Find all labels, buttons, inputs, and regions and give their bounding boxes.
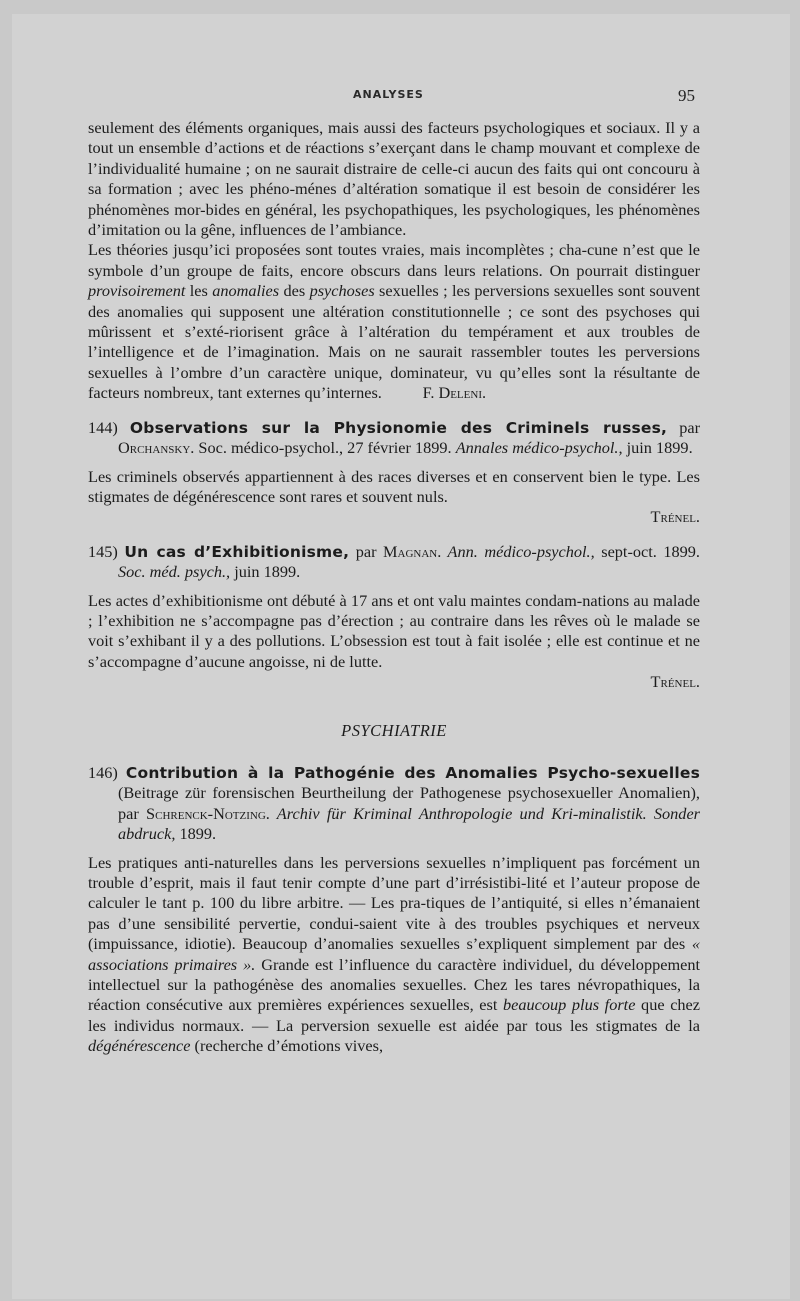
text-run: (recherche d’émotions vives, — [190, 1036, 384, 1056]
entry-author: Schrenck-Notzing. — [146, 803, 270, 823]
entry-number: 144) — [88, 417, 118, 437]
text-run: Grande est l’influence du caractère individuel, du développement intellectuel sur la pathogénèse des anomalies sexuelles. Chez les tares névropathiques, la réaction consécutive aux premières expériences sexuelles, est — [88, 954, 701, 1015]
italic-run: dégénérescence — [88, 1036, 191, 1056]
entry-number: 146) — [88, 762, 118, 782]
text-run: sexuelles ; les perversions sexuelles sont souvent des anomalies qui supposent une altération constitutionnelle ; ce sont des psychoses qui mûrissent et s’exté-riorisent grâce à l’altération du tempérament et aux troubles de l’intelligence et de l’imagination. Mais on ne saurait rassembler toutes les perversions sexuelles à l’ombre d’un caractère unique, dominateur, vu qu’elles sont la résultante de facteurs nombreux, tant externes qu’internes. — [88, 281, 701, 403]
italic-run: psychoses — [309, 281, 375, 301]
entry-146-text — [88, 853, 700, 1057]
entry-journal-2: Soc. méd. psych., — [118, 562, 231, 582]
text-run: des — [279, 281, 310, 301]
entry-subtitle: (Beitrage zür forensischen Beurtheilung der Pathogenese psychosexueller Anomalien), par — [118, 783, 700, 823]
italic-run: anomalies — [212, 281, 280, 301]
running-title: ANALYSES — [353, 88, 424, 101]
entry-145-text: Les actes d’exhibitionisme ont débuté à 17 ans et ont valu maintes condam-nations au malade ; l’exhibition ne s’accompagne pas d’érection ; au contraire dans les rêves où le malade se voit s’exhibant il y a des pollutions. L’obsession est tout à fait isolée ; elle est continue et ne s’accompagne d’aucune angoisse, ni de lutte. — [88, 590, 700, 671]
intro-paragraph-1: seulement des éléments organiques, mais aussi des facteurs psychologiques et sociaux. Il y a tout un ensemble d’actions et de réactions s’exerçant dans le champ mouvant et complexe de l’individualité humaine ; on ne saurait distraire de celle-ci aucun des faits qui ont concouru à sa formation ; avec les phéno-ménes d’altération somatique il est besoin de considérer les phénomènes mor-bides en général, les psychopathiques, les psychologiques, les phénomènes d’imitation ou la gêne, influences de l’ambiance. — [88, 118, 700, 240]
text-run: par — [667, 417, 701, 437]
signature-trenel-145: Trénel. — [650, 672, 700, 692]
entry-title: Contribution à la Pathogénie des Anomalies Psycho-sexuelles — [125, 763, 700, 782]
entry-date: 1899. — [175, 824, 217, 844]
text-run: Les pratiques anti-naturelles dans les perversions sexuelles n’impliquent pas forcément un trouble d’esprit, mais il faut tenir compte d’une part d’irrésistibi-lité et l’auteur propose de calculer le tant p. 100 du libre arbitre. — Les pra-tiques de l’antiquité, si elles n’émanaient pas d’une sensibilité pervertie, condui-saient vite à des troubles psychiques et nerveux (impuissance, idiotie). Beaucoup d’anomalies sexuelles s’expliquent simplement par des — [88, 852, 700, 954]
section-title: PSYCHIATRIE — [341, 720, 447, 740]
entry-number: 145) — [88, 541, 118, 561]
text-run: les — [185, 281, 213, 301]
entry-date: sept-oct. 1899. — [594, 541, 700, 561]
entry-145 — [88, 542, 700, 583]
entry-author: Magnan. — [383, 541, 442, 561]
entry-146 — [88, 763, 700, 845]
entry-reference: Soc. médico-psychol., 27 février 1899. — [194, 438, 456, 458]
entry-144-text: Les criminels observés appartiennent à des races diverses et en conservent bien le type. Les stigmates de dégénérescence sont rares et souvent nuls. — [88, 466, 700, 506]
entry-title: Observations sur la Physionomie des Criminels russes, — [129, 418, 668, 437]
text-run: par — [349, 541, 384, 561]
article-body — [88, 118, 700, 1057]
entry-144 — [88, 418, 700, 459]
entry-journal: Archiv für Kriminal Anthropologie und Kri-minalistik. Sonder abdruck, — [118, 803, 701, 844]
entry-author: Orchansky. — [118, 438, 195, 458]
text-run: Les théories jusqu’ici proposées sont toutes vraies, mais incomplètes ; cha-cune n’est que le symbole d’un groupe de faits, encore obscurs dans leurs relations. On pourrait distinguer — [88, 240, 700, 280]
entry-journal: Annales médico-psychol., — [455, 438, 623, 458]
intro-paragraph-2 — [88, 240, 700, 403]
signature-trenel-144: Trénel. — [650, 507, 700, 527]
entry-title: Un cas d’Exhibitionisme, — [124, 542, 350, 561]
text-run: que chez les individus normaux. — La perversion sexuelle est aidée par tous les stigmates de la — [88, 995, 701, 1035]
entry-journal: Ann. médico-psychol., — [441, 541, 595, 561]
italic-run: provisoirement — [88, 281, 186, 301]
page-number: 95 — [678, 86, 695, 105]
italic-run: « associations primaires ». — [88, 934, 700, 974]
page-header — [0, 86, 800, 110]
italic-run: beaucoup plus forte — [503, 995, 636, 1015]
entry-date: juin 1899. — [622, 438, 693, 458]
entry-date-2: juin 1899. — [230, 562, 301, 582]
signature-deleni: F. Deleni. — [422, 383, 487, 403]
